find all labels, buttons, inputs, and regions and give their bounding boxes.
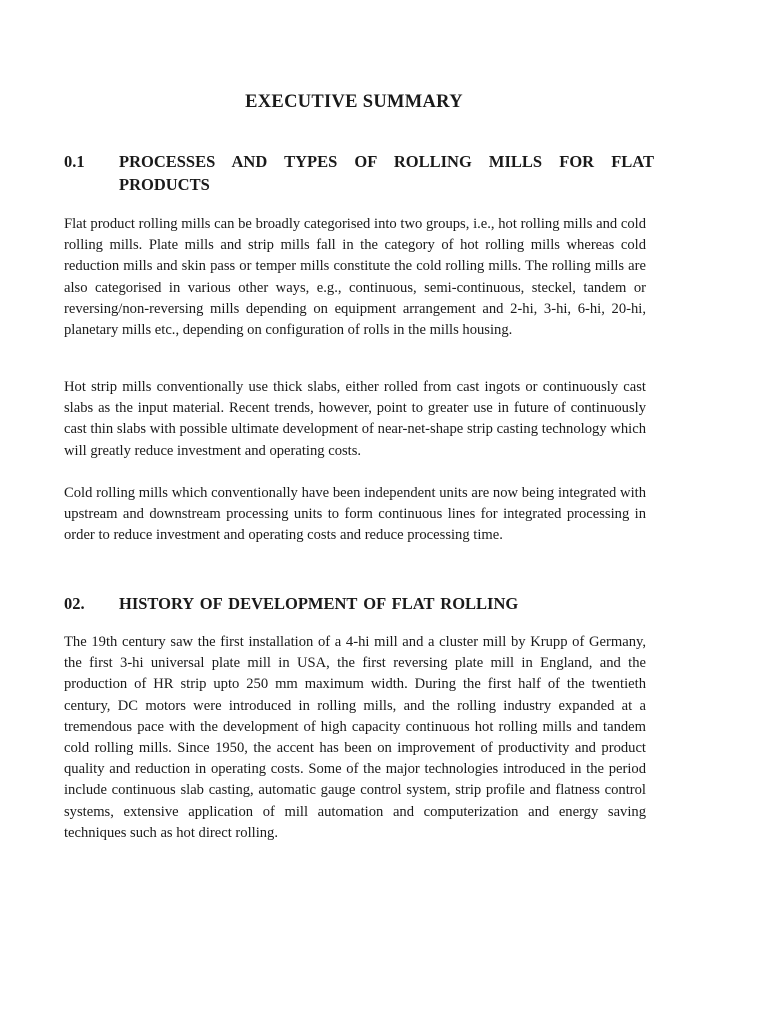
paragraph-hot-strip-mills: Hot strip mills conventionally use thick slabs, either rolled from cast ingots or continuously cast slabs as the input material. Recent trends, however, point to greater use in future of continuously cast thin slabs with possible ultimate development of near-net-shape strip casting technology which will greatly reduce investment and operating costs.: [64, 379, 646, 459]
paragraph-history-development: The 19th century saw the first installation of a 4-hi mill and a cluster mill by Krupp of Germany, the first 3-hi universal plate mill in USA, the first reversing plate mill in England, and the production of HR strip upto 250 mm maximum width. During the first half of the twentieth century, DC motors were introduced in rolling mills, and the rolling industry expanded at a tremendous pace with the development of high capacity continuous hot rolling mills and tandem cold rolling mills. Since 1950, the accent has been on improvement of productivity and product quality and reduction in operating costs. Some of the major technologies introduced in the period include continuous slab casting, automatic gauge control system, strip profile and flatness control systems, extensive application of mill automation and computerization and energy saving techniques such as hot direct rolling.: [64, 634, 646, 841]
page-title: EXECUTIVE SUMMARY: [245, 92, 463, 112]
section-number: 0.1: [64, 152, 85, 171]
section-number: 02.: [64, 594, 85, 613]
paragraph-rolling-mill-types: Flat product rolling mills can be broadly categorised into two groups, i.e., hot rolling mills and cold rolling mills. Plate mills and strip mills fall in the category of hot rolling mills whereas cold reduction mills and skin pass or temper mills constitute the cold rolling mills. The rolling mills are also categorised in various other ways, e.g., continuous, semi-continuous, steckel, tandem or reversing/non-reversing mills depending on equipment arrangement and 2-hi, 3-hi, 6-hi, 20-hi, planetary mills etc., depending on configuration of rolls in the mills housing.: [64, 216, 646, 339]
section-heading-processes: [64, 150, 654, 196]
section-heading-history: [64, 592, 654, 615]
section-title: HISTORY OF DEVELOPMENT OF FLAT ROLLING: [119, 594, 519, 613]
section-title: PROCESSES AND TYPES OF ROLLING MILLS FOR FLAT PRODUCTS: [119, 152, 654, 194]
paragraph-cold-rolling-mills: Cold rolling mills which conventionally have been independent units are now being integrated with upstream and downstream processing units to form continuous lines for integrated processing in order to reduce investment and operating costs and reduce processing time.: [64, 485, 646, 544]
